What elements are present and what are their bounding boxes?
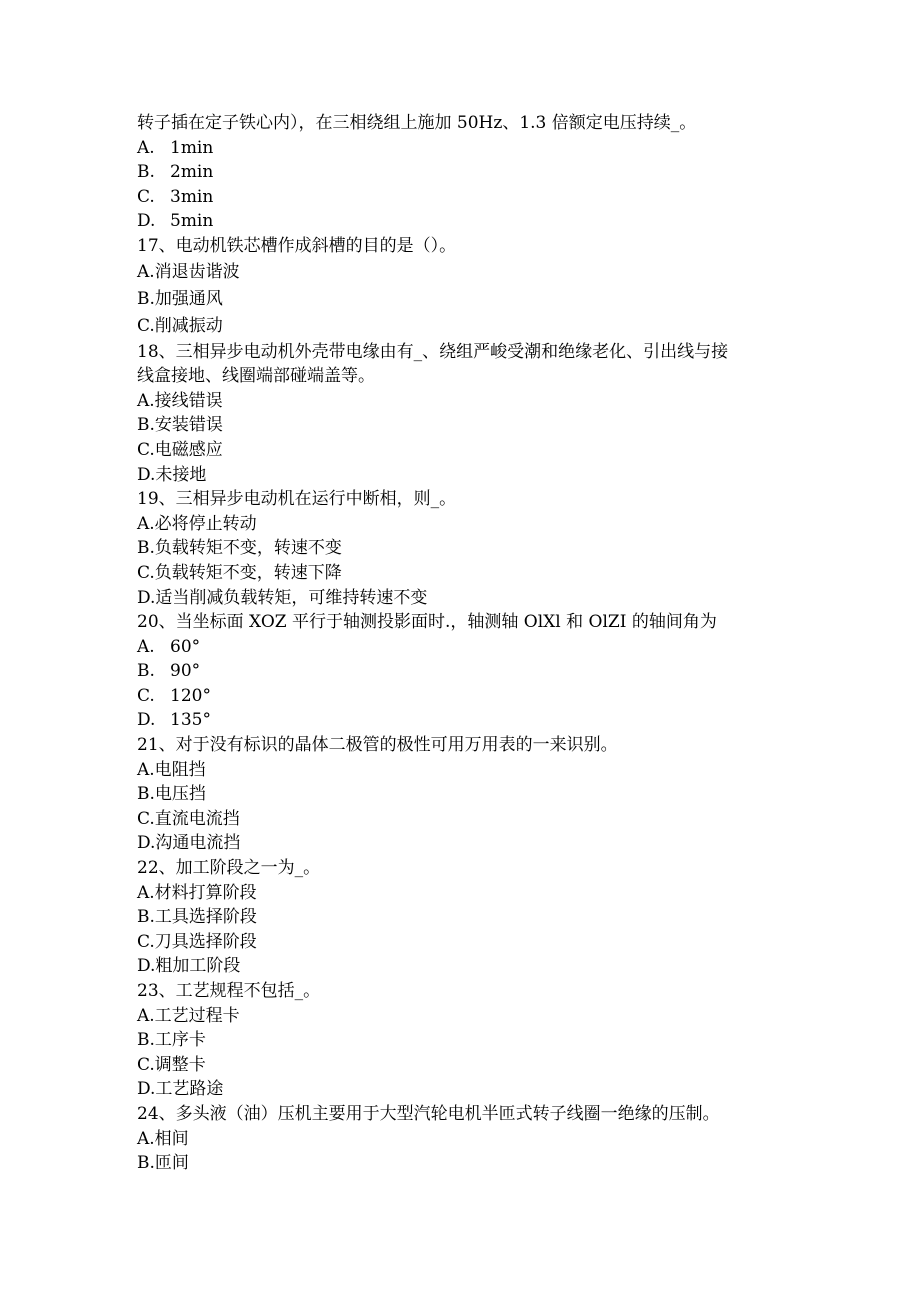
option-text: 5min — [170, 211, 214, 232]
question-list — [137, 111, 787, 1176]
question-line: 19、三相异步电动机在运行中断相，则_。 — [137, 489, 457, 510]
option-letter: B. — [137, 661, 155, 682]
option-letter: C. — [137, 685, 155, 706]
option-text: 2min — [170, 162, 214, 183]
option-line — [137, 160, 787, 185]
option-text: 1min — [170, 137, 214, 158]
text-line: C.电磁感应 — [137, 439, 223, 460]
text-line: B.匝间 — [137, 1153, 189, 1174]
option-text: 3min — [170, 186, 214, 207]
text-line: C.削减振动 — [137, 315, 223, 336]
option-letter: C. — [137, 186, 155, 207]
option-line — [137, 659, 787, 684]
option-letter: D. — [137, 211, 156, 232]
option-line — [137, 708, 787, 733]
text-line: A.材料打算阶段 — [137, 882, 257, 903]
text-line: 转子插在定子铁心内），在三相绕组上施加 50Hz、1.3 倍额定电压持续_。 — [137, 113, 697, 133]
text-line: D.粗加工阶段 — [137, 956, 241, 977]
question-line: 17、电动机铁芯槽作成斜槽的目的是（）。 — [137, 235, 457, 256]
text-line: B.负载转矩不变，转速不变 — [137, 538, 342, 559]
text-line: A.相间 — [137, 1128, 189, 1149]
text-line: D.工艺路途 — [137, 1079, 224, 1100]
text-line: B.工序卡 — [137, 1030, 206, 1051]
text-line: C.负载转矩不变，转速下降 — [137, 562, 342, 583]
option-text: 120° — [170, 685, 211, 706]
question-line: 22、加工阶段之一为_。 — [137, 858, 321, 879]
option-line — [137, 209, 787, 234]
text-line: B.工具选择阶段 — [137, 907, 257, 928]
text-line: C.调整卡 — [137, 1054, 206, 1075]
option-line — [137, 635, 787, 660]
question-line: 23、工艺规程不包括_。 — [137, 981, 321, 1001]
option-line — [137, 136, 787, 161]
text-line: B.加强通风 — [137, 288, 223, 309]
text-line: D.未接地 — [137, 464, 207, 485]
option-letter: B. — [137, 162, 155, 183]
text-line: C.直流电流挡 — [137, 808, 240, 829]
option-line — [137, 185, 787, 210]
option-letter: A. — [137, 137, 155, 158]
question-line: 18、三相异步电动机外壳带电缘由有_、绕组严峻受潮和绝缘老化、引出线与接 — [137, 341, 729, 362]
text-line: D.适当削减负载转矩，可维持转速不变 — [137, 587, 428, 608]
text-line: A.必将停止转动 — [137, 513, 257, 534]
text-line: B.电压挡 — [137, 784, 206, 805]
question-line: 21、对于没有标识的晶体二极管的极性可用万用表的一来识别。 — [137, 735, 618, 756]
text-line: A.消退齿谐波 — [137, 261, 240, 282]
text-line: B.安装错误 — [137, 415, 223, 436]
option-text: 90° — [170, 661, 201, 682]
option-letter: A. — [137, 636, 155, 657]
option-text: 135° — [170, 710, 211, 731]
text-line: A.电阻挡 — [137, 759, 206, 780]
text-line: A.接线错误 — [137, 390, 223, 411]
text-line: 线盒接地、线圈端部碰端盖等。 — [137, 366, 375, 387]
text-line: A.工艺过程卡 — [137, 1005, 240, 1026]
option-text: 60° — [170, 636, 201, 657]
option-letter: D. — [137, 710, 156, 731]
option-line — [137, 684, 787, 709]
text-line: C.刀具选择阶段 — [137, 931, 257, 952]
question-line: 20、当坐标面 XOZ 平行于轴测投影面时.，轴测轴 OlXl 和 OlZI 的轴间角为 — [137, 612, 717, 633]
text-line: D.沟通电流挡 — [137, 833, 241, 854]
question-line: 24、多头液（油）压机主要用于大型汽轮电机半匝式转子线圈一绝缘的压制。 — [137, 1103, 720, 1124]
